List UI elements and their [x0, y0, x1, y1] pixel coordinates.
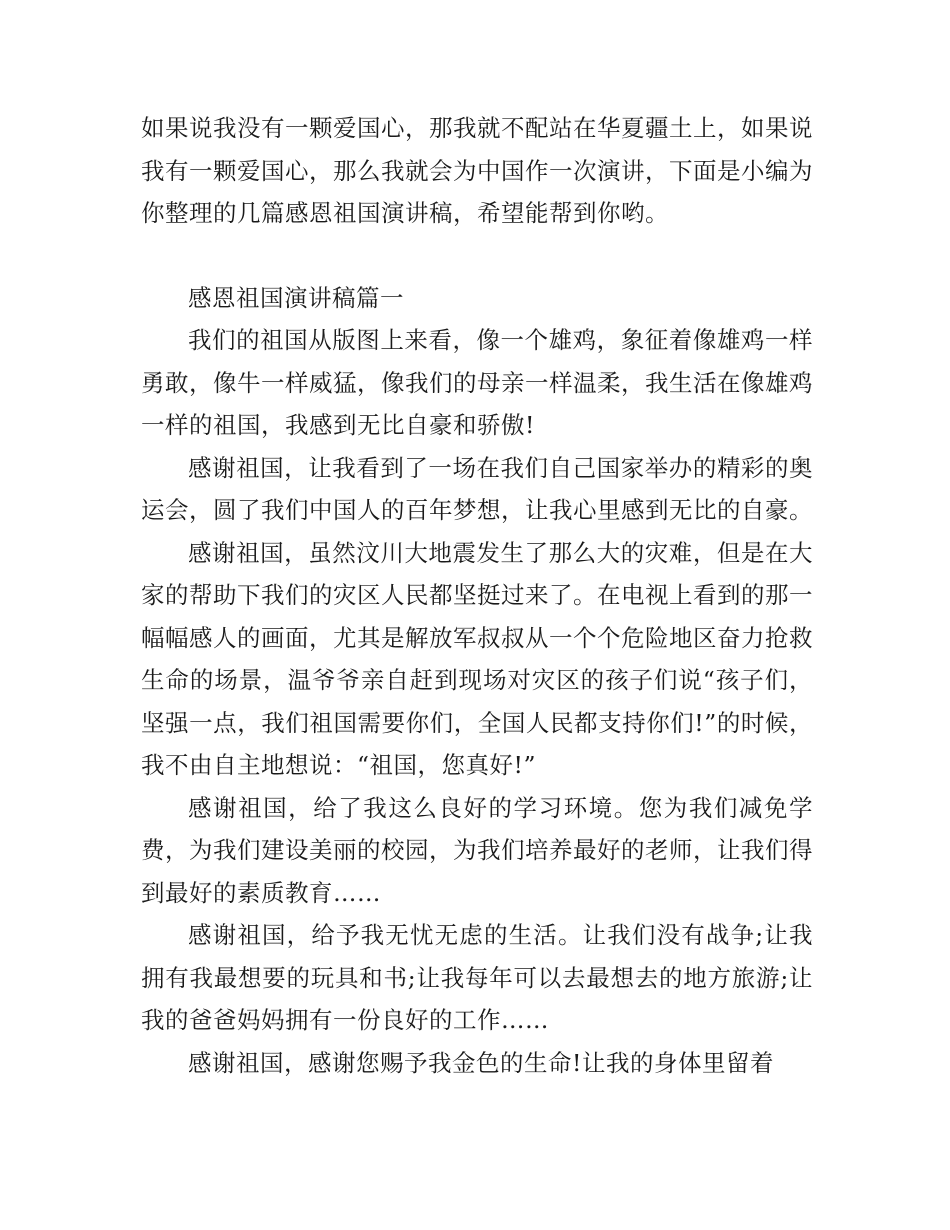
intro-paragraph: 如果说我没有一颗爱国心，那我就不配站在华夏疆土上，如果说我有一颗爱国心，那么我就会为中国作一次演讲，下面是小编为你整理的几篇感恩祖国演讲稿，希望能帮到你哟。	[141, 114, 813, 227]
body-paragraph: 感谢祖国，给予我无忧无虑的生活。让我们没有战争;让我拥有我最想要的玩具和书;让我每年可以去最想去的地方旅游;让我的爸爸妈妈拥有一份良好的工作……	[141, 921, 813, 1034]
body-paragraph: 感谢祖国，给了我这么良好的学习环境。您为我们减免学费，为我们建设美丽的校园，为我们培养最好的老师，让我们得到最好的素质教育……	[141, 793, 813, 907]
body-paragraph: 我们的祖国从版图上来看，像一个雄鸡，象征着像雄鸡一样勇敢，像牛一样威猛，像我们的母亲一样温柔，我生活在像雄鸡一样的祖国，我感到无比自豪和骄傲!	[141, 326, 813, 439]
body-paragraph: 感谢祖国，让我看到了一场在我们自己国家举办的精彩的奥运会，圆了我们中国人的百年梦想，让我心里感到无比的自豪。	[141, 453, 813, 524]
body-paragraph: 感谢祖国，感谢您赐予我金色的生命!让我的身体里留着	[188, 1048, 774, 1077]
document-body	[141, 107, 813, 1084]
body-paragraph: 感谢祖国，虽然汶川大地震发生了那么大的灾难，但是在大家的帮助下我们的灾区人民都坚挺过来了。在电视上看到的那一幅幅感人的画面，尤其是解放军叔叔从一个个危险地区奋力抢救生命的场景，温爷爷亲自赶到现场对灾区的孩子们说“孩子们，坚强一点，我们祖国需要你们，全国人民都支持你们!”的时候，我不由自主地想说：“祖国，您真好!”	[141, 538, 813, 779]
section-heading: 感恩祖国演讲稿篇一	[188, 283, 404, 312]
